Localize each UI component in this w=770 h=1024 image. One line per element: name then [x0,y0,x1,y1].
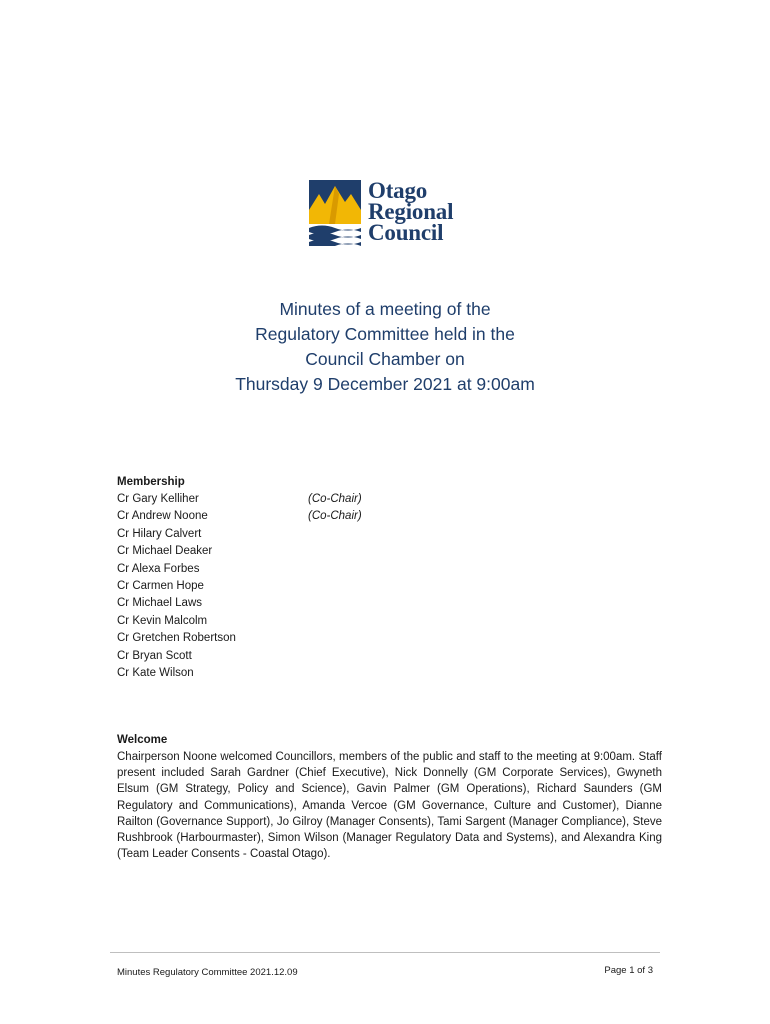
member-name: Cr Andrew Noone [117,510,208,523]
member-row [117,648,662,665]
member-row [117,491,662,508]
member-name: Cr Alexa Forbes [117,562,200,575]
member-row [117,665,662,682]
member-row [117,543,662,560]
title-line: Minutes of a meeting of the [279,299,491,319]
title-line: Regulatory Committee held in the [255,324,515,344]
welcome-heading: Welcome [117,734,168,746]
member-row [117,508,662,525]
logo-wordmark [368,180,453,243]
member-name: Cr Gretchen Robertson [117,632,236,645]
member-name: Cr Kate Wilson [117,666,194,679]
member-name: Cr Kevin Malcolm [117,614,208,627]
member-row [117,578,662,595]
otago-regional-council-logo [309,180,469,250]
member-name: Cr Hilary Calvert [117,527,202,540]
member-row [117,561,662,578]
title-line: Thursday 9 December 2021 at 9:00am [235,374,535,394]
member-role: (Co-Chair) [308,510,362,523]
welcome-paragraph: Chairperson Noone welcomed Councillors, members of the public and staff to the meeting at 9:00am. Staff present included Sarah Gardner (Chief Executive), Nick Donnelly (GM Corporate Services), Gwyneth Elsum (GM Strategy, Policy and Science), Gavin Palmer (GM Operations), Richard Saunders (GM Regulatory and Communications), Amanda Vercoe (GM Governance, Culture and Customer), Dianne Railton (Governance Support), Jo Gilroy (Manager Consents), Tami Sargent (Manager Compliance), Steve Rushbrook (Harbourmaster), Simon Wilson (Manager Regulatory Data and Systems), and Alexandra King (Team Leader Consents - Coastal Otago). [117,751,662,861]
member-name: Cr Carmen Hope [117,579,204,592]
member-row [117,526,662,543]
member-row [117,595,662,612]
member-role: (Co-Chair) [308,493,362,505]
member-name: Cr Michael Deaker [117,545,213,558]
member-name: Cr Gary Kelliher [117,493,199,505]
welcome-section [117,732,662,862]
logo-line: Regional [368,199,454,224]
member-name: Cr Michael Laws [117,597,202,610]
member-name: Cr Bryan Scott [117,649,192,662]
logo-line: Otago [368,178,428,203]
logo-line: Council [368,220,444,245]
membership-heading: Membership [117,476,185,488]
title-line: Council Chamber on [305,349,465,369]
footer-divider [110,952,660,953]
member-row [117,613,662,630]
member-row [117,630,662,647]
membership-section [117,474,662,682]
footer-document-name: Minutes Regulatory Committee 2021.12.09 [117,967,298,978]
document-title [0,297,770,397]
member-list [117,491,662,682]
mountain-waves-icon [309,180,361,246]
footer-page-number: Page 1 of 3 [604,965,653,976]
